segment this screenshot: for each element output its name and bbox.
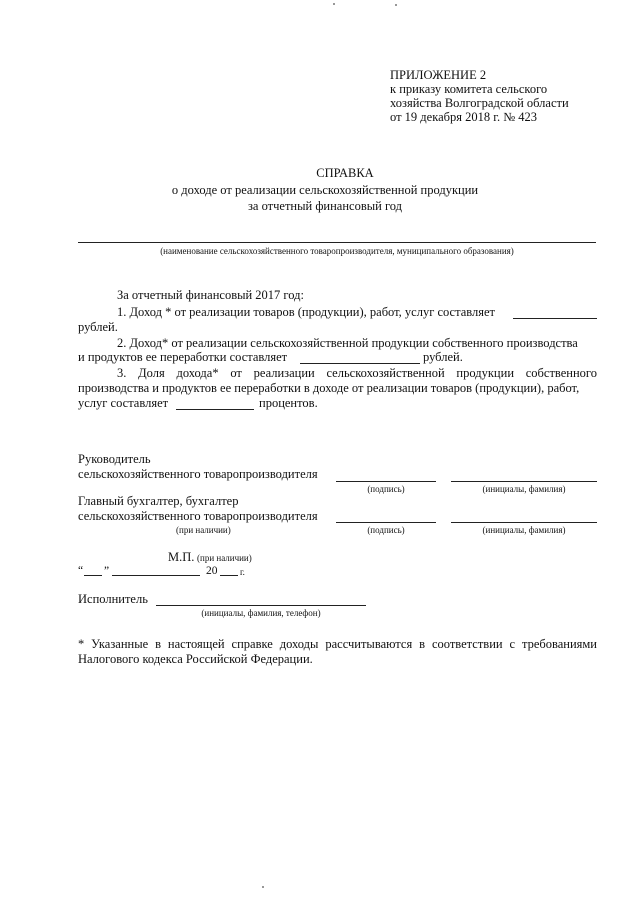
scan-speck: [395, 4, 397, 6]
item3-text: услуг составляет: [78, 396, 169, 410]
date-day-blank: [84, 575, 102, 576]
producer-name-line: [78, 242, 596, 243]
scan-speck: [333, 3, 335, 5]
producer-caption: (наименование сельскохозяйственного товаропроизводителя, муниципального образования): [160, 246, 514, 256]
item3-unit: процентов.: [259, 396, 318, 410]
accountant-signature-line: [336, 522, 436, 523]
document-subtitle: за отчетный финансовый год: [247, 199, 403, 213]
accountant-initials-line: [451, 522, 597, 523]
appendix-line: к приказу комитета сельского: [390, 82, 548, 96]
scan-speck: [262, 886, 264, 888]
item1-text: 1. Доход * от реализации товаров (продукции), работ, услуг составляет: [117, 305, 496, 319]
date-year-prefix: 20: [206, 565, 218, 577]
executor-line: [156, 605, 366, 606]
item3-text: 3. Доля дохода* от реализации сельскохозяйственной продукции собственного: [117, 366, 597, 380]
item2-text: и продуктов ее переработки составляет: [78, 350, 288, 364]
date-quote-open: “: [78, 565, 84, 577]
body-intro: За отчетный финансовый 2017 год:: [117, 288, 304, 302]
signature-caption: (подпись): [367, 484, 405, 494]
footnote-line: * Указанные в настоящей справке доходы рассчитываются в соответствии с требованиями: [78, 637, 597, 651]
executor-caption: (инициалы, фамилия, телефон): [201, 608, 321, 618]
initials-caption: (инициалы, фамилия): [482, 484, 566, 494]
item3-text: производства и продуктов ее переработки в доходе от реализации товаров (продукции), работ,: [78, 381, 580, 395]
item1-blank: [513, 318, 597, 319]
signature-caption: (подпись): [367, 525, 405, 535]
item2-unit: рублей.: [423, 350, 463, 364]
document-subtitle: о доходе от реализации сельскохозяйственной продукции: [171, 183, 479, 197]
document-title: СПРАВКА: [316, 166, 374, 180]
accountant-label: Главный бухгалтер, бухгалтер: [78, 494, 239, 508]
initials-caption: (инициалы, фамилия): [482, 525, 566, 535]
stamp-mp: М.П.: [168, 550, 195, 564]
executor-label: Исполнитель: [78, 592, 148, 606]
appendix-line: от 19 декабря 2018 г. № 423: [390, 110, 538, 124]
date-quote-close: ”: [104, 565, 110, 577]
head-initials-line: [451, 481, 597, 482]
appendix-title: ПРИЛОЖЕНИЕ 2: [390, 68, 487, 82]
item2-blank: [300, 363, 420, 364]
item2-text: 2. Доход* от реализации сельскохозяйственной продукции собственного производства: [117, 336, 578, 350]
stamp-note: (при наличии): [197, 553, 252, 563]
if-any-caption: (при наличии): [176, 525, 231, 535]
date-year-suffix: г.: [240, 567, 245, 577]
head-signature-line: [336, 481, 436, 482]
head-label: сельскохозяйственного товаропроизводителя: [78, 467, 318, 481]
head-label: Руководитель: [78, 452, 151, 466]
date-year-blank: [220, 575, 238, 576]
item3-blank: [176, 409, 254, 410]
date-month-blank: [112, 575, 200, 576]
accountant-label: сельскохозяйственного товаропроизводителя: [78, 509, 318, 523]
footnote-line: Налогового кодекса Российской Федерации.: [78, 652, 313, 666]
item1-unit: рублей.: [78, 320, 118, 334]
appendix-line: хозяйства Волгоградской области: [390, 96, 569, 110]
